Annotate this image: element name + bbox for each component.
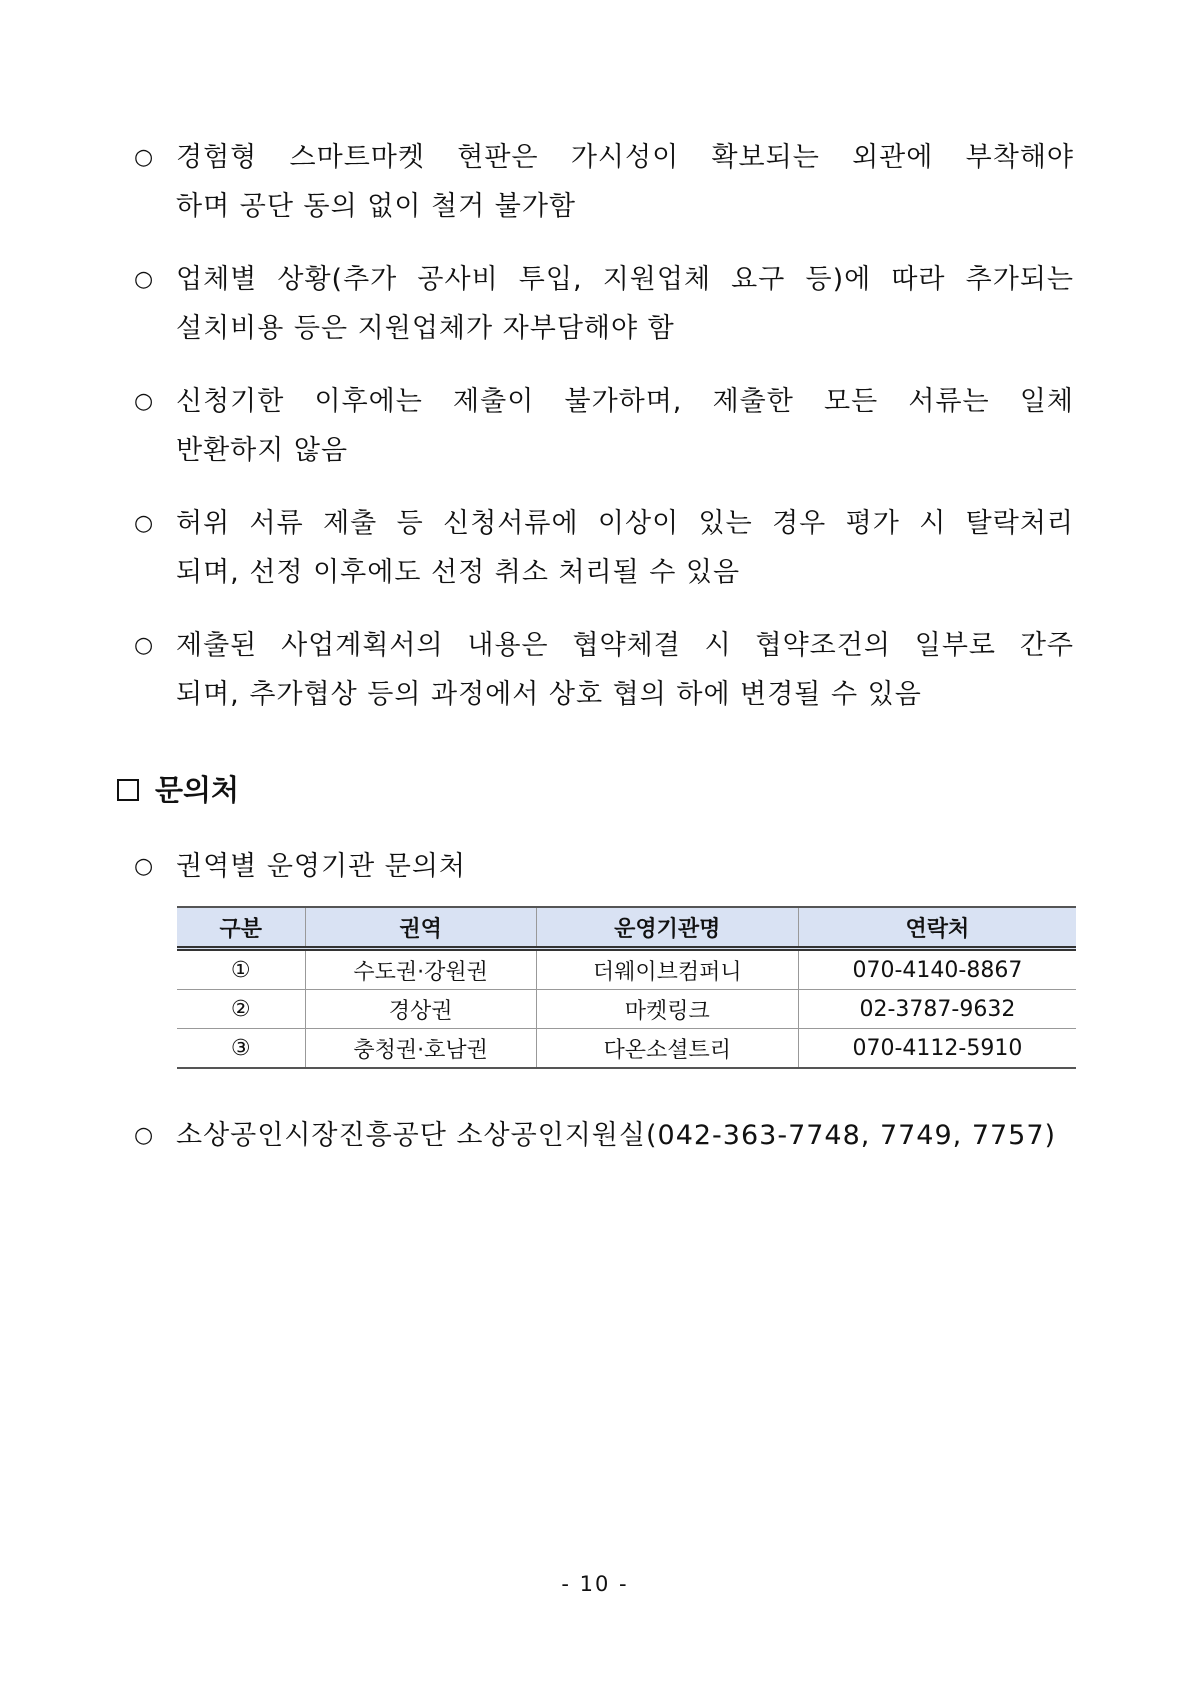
table-cell: ② [177, 990, 305, 1029]
contact-table [177, 906, 1076, 1069]
table-row [177, 949, 1076, 990]
table-cell: ① [177, 949, 305, 990]
bullet-marker: ○ [134, 267, 155, 292]
table-header-cell: 운영기관명 [536, 907, 798, 949]
contact-table-wrapper [177, 906, 1076, 1069]
table-row [177, 1029, 1076, 1069]
table-cell: 070-4140-8867 [798, 949, 1076, 990]
bullet-marker: ○ [134, 145, 155, 170]
table-cell: 02-3787-9632 [798, 990, 1076, 1029]
bullet-marker: ○ [134, 854, 155, 879]
table-cell: ③ [177, 1029, 305, 1069]
bullet-line: 설치비용 등은 지원업체가 자부담해야 함 [176, 313, 675, 344]
bullet-marker: ○ [134, 1123, 155, 1148]
bullet-line: 업체별 상황(추가 공사비 투입, 지원업체 요구 등)에 따라 추가되는 [176, 264, 1074, 295]
section-heading-contact [117, 770, 239, 810]
bullet-line: 경험형 스마트마켓 현판은 가시성이 확보되는 외관에 부착해야 [176, 142, 1074, 173]
table-cell: 070-4112-5910 [798, 1029, 1076, 1069]
table-header-row [177, 907, 1076, 949]
bullet-line: 제출된 사업계획서의 내용은 협약체결 시 협약조건의 일부로 간주 [176, 630, 1074, 661]
page-number: - 10 - [561, 1572, 629, 1596]
table-cell: 수도권·강원권 [305, 949, 536, 990]
section-title: 문의처 [155, 773, 240, 807]
bullet-line: 허위 서류 제출 등 신청서류에 이상이 있는 경우 평가 시 탈락처리 [176, 508, 1074, 539]
table-header-cell: 연락처 [798, 907, 1076, 949]
table-header-cell: 권역 [305, 907, 536, 949]
bullet-line: 반환하지 않음 [176, 435, 349, 466]
bullet-marker: ○ [134, 633, 155, 658]
contact-intro-text: 권역별 운영기관 문의처 [176, 851, 466, 882]
bullet-marker: ○ [134, 511, 155, 536]
table-cell: 경상권 [305, 990, 536, 1029]
table-cell: 마켓링크 [536, 990, 798, 1029]
table-cell: 충청권·호남권 [305, 1029, 536, 1069]
notice-bullet-5 [134, 621, 1074, 719]
contact-intro-bullet [134, 842, 1074, 891]
bullet-line: 되며, 선정 이후에도 선정 취소 처리될 수 있음 [176, 557, 741, 588]
table-header-cell: 구분 [177, 907, 305, 949]
bullet-marker: ○ [134, 389, 155, 414]
notice-bullet-4 [134, 499, 1074, 597]
notice-bullet-2 [134, 255, 1074, 353]
notice-bullet-1 [134, 133, 1074, 231]
notice-bullet-3 [134, 377, 1074, 475]
final-contact-text: 소상공인시장진흥공단 소상공인지원실(042-363-7748, 7749, 7757) [176, 1120, 1057, 1151]
bullet-line: 되며, 추가협상 등의 과정에서 상호 협의 하에 변경될 수 있음 [176, 679, 922, 710]
bullet-line: 신청기한 이후에는 제출이 불가하며, 제출한 모든 서류는 일체 [176, 386, 1074, 417]
table-cell: 다온소셜트리 [536, 1029, 798, 1069]
table-row [177, 990, 1076, 1029]
table-cell: 더웨이브컴퍼니 [536, 949, 798, 990]
final-contact-bullet [134, 1111, 1074, 1160]
bullet-line: 하며 공단 동의 없이 철거 불가함 [176, 191, 576, 222]
checkbox-square-icon [117, 779, 139, 801]
